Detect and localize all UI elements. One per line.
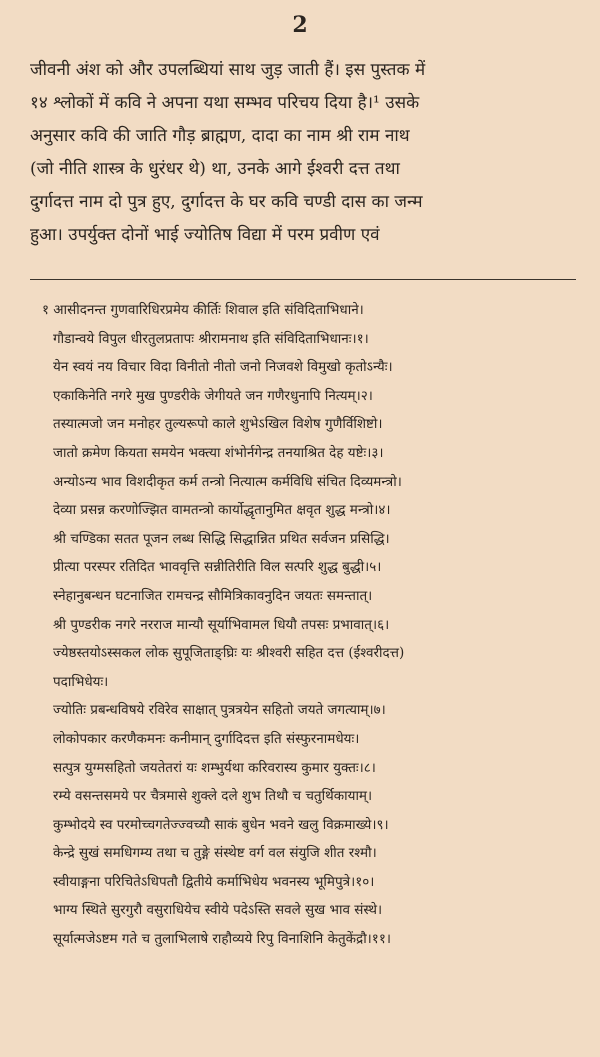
footnote-line: लोकोपकार करणैकमनः कनीमान् दुर्गादिदत्त इति संस्फुरनामधेयः। <box>53 730 360 747</box>
footnote-line: प्रीत्या परस्पर रतिदित भाववृत्ति सन्नीतिरीति विल सत्परि शुद्ध बुद्धी।५। <box>53 559 382 576</box>
footnote-line: श्री चण्डिका सतत पूजन लब्ध सिद्धि सिद्धान्नित प्रथित सर्वजन प्रसिद्धि। <box>53 530 390 547</box>
footnote-line: गौडान्वये विपुल धीरतुलप्रतापः श्रीरामनाथ इति संविदिताभिधानः।१। <box>53 330 369 347</box>
footnote-line: जातो क्रमेण कियता समयेन भक्त्या शंभोर्नगेन्द्र तनयाश्रित देह यष्टेः।३। <box>53 444 384 461</box>
footnote-line: तस्यात्मजो जन मनोहर तुल्यरूपो काले शुभेऽखिल विशेष गुणैर्विशिष्टो। <box>53 416 383 433</box>
footnote-line: ज्येष्ठस्तयोऽस्सकल लोक सुपूजिताङ्घ्रिः यः श्रीश्वरी सहित दत्त (ईश्वरीदत्त) <box>53 645 405 662</box>
footnote <box>42 296 582 954</box>
footnote-line: श्री पुण्डरीक नगरे नरराज मान्यौ सूर्याभिवामल धियौ तपसः प्रभावात्।६। <box>53 616 390 633</box>
footnote-line: रम्ये वसन्तसमये पर चैत्रमासे शुक्ले दले शुभ तिथौ च चतुर्थिकायाम्। <box>53 788 373 805</box>
footnote-line: स्वीयाङ्गना परिचितेऽधिपतौ द्वितीये कर्माभिधेय भवनस्य भूमिपुत्रे।१०। <box>53 873 375 890</box>
footnote-line: पदाभिधेयः। <box>53 673 109 690</box>
footnote-line: भाग्य स्थिते सुरगुरौ वसुराधियेच स्वीये पदेऽस्ति सवले सुख भाव संस्थे। <box>53 902 383 919</box>
text-line: हुआ। उपर्युक्त दोनों भाई ज्योतिष विद्या में परम प्रवीण एवं <box>30 225 380 245</box>
page-number: 2 <box>292 12 308 38</box>
footnote-line: अन्योऽन्य भाव विशदीकृत कर्म तन्त्रो नित्यात्म कर्मविधि संचित दिव्यमन्त्रो। <box>53 473 402 490</box>
main-text <box>30 54 578 252</box>
footnote-line: सूर्यात्मजेऽष्टम गते च तुलाभिलाषे राहौव्यये रिपु विनाशिनि केतुकेंद्रौ।११। <box>53 931 391 948</box>
footnote-line: १ आसीदनन्त गुणवारिधिरप्रमेय कीर्तिः शिवाल इति संविदिताभिधाने। <box>42 302 364 318</box>
footnote-line: एकाकिनेति नगरे मुख पुण्डरीके जेगीयते जन गणैरधुनापि नित्यम्।२। <box>53 387 373 404</box>
text-line: दुर्गादत्त नाम दो पुत्र हुए, दुर्गादत्त के घर कवि चण्डी दास का जन्म <box>30 192 423 212</box>
footnote-line: सत्पुत्र युग्मसहितो जयतेतरां यः शम्भुर्यथा करिवरास्य कुमार युक्तः।८। <box>53 759 376 776</box>
footnote-line: केन्द्रे सुखं समधिगम्य तथा च तुङ्गे संस्थेष्ट वर्ग वल संयुजि शीत रश्मौ। <box>53 845 377 862</box>
footnote-line: ज्योतिः प्रबन्धविषये रविरेव साक्षात् पुत्रत्रयेन सहितो जयते जगत्याम्।७। <box>53 702 386 719</box>
footnote-line: येन स्वयं नय विचार विदा विनीतो नीतो जनो निजवशे विमुखो कृतोऽन्यैः। <box>53 359 393 376</box>
footnote-line: स्नेहानुबन्धन घटनाजित रामचन्द्र सौमित्रिकावनुदिन जयतः समन्तात्। <box>53 587 373 604</box>
text-line: जीवनी अंश को और उपलब्धियां साथ जुड़ जाती हैं। इस पुस्तक में <box>30 60 426 80</box>
text-line: अनुसार कवि की जाति गौड़ ब्राह्मण, दादा का नाम श्री राम नाथ <box>30 126 410 146</box>
text-line: (जो नीति शास्त्र के धुरंधर थे) था, उनके आगे ईश्वरी दत्त तथा <box>30 159 400 179</box>
footnote-line: कुम्भोदये स्व परमोच्चगतेज्ज्वच्यौ साकं बुधेन भवने खलु विक्रमाख्ये।९। <box>53 816 389 833</box>
text-line: १४ श्लोकों में कवि ने अपना यथा सम्भव परिचय दिया है।¹ उसके <box>30 93 420 113</box>
footnote-line: देव्या प्रसन्न करणोज्झित वामतन्त्रो कार्योद्धृतानुमित क्षवृत शुद्ध मन्त्रो।४। <box>53 502 391 519</box>
footnote-separator <box>30 279 576 280</box>
